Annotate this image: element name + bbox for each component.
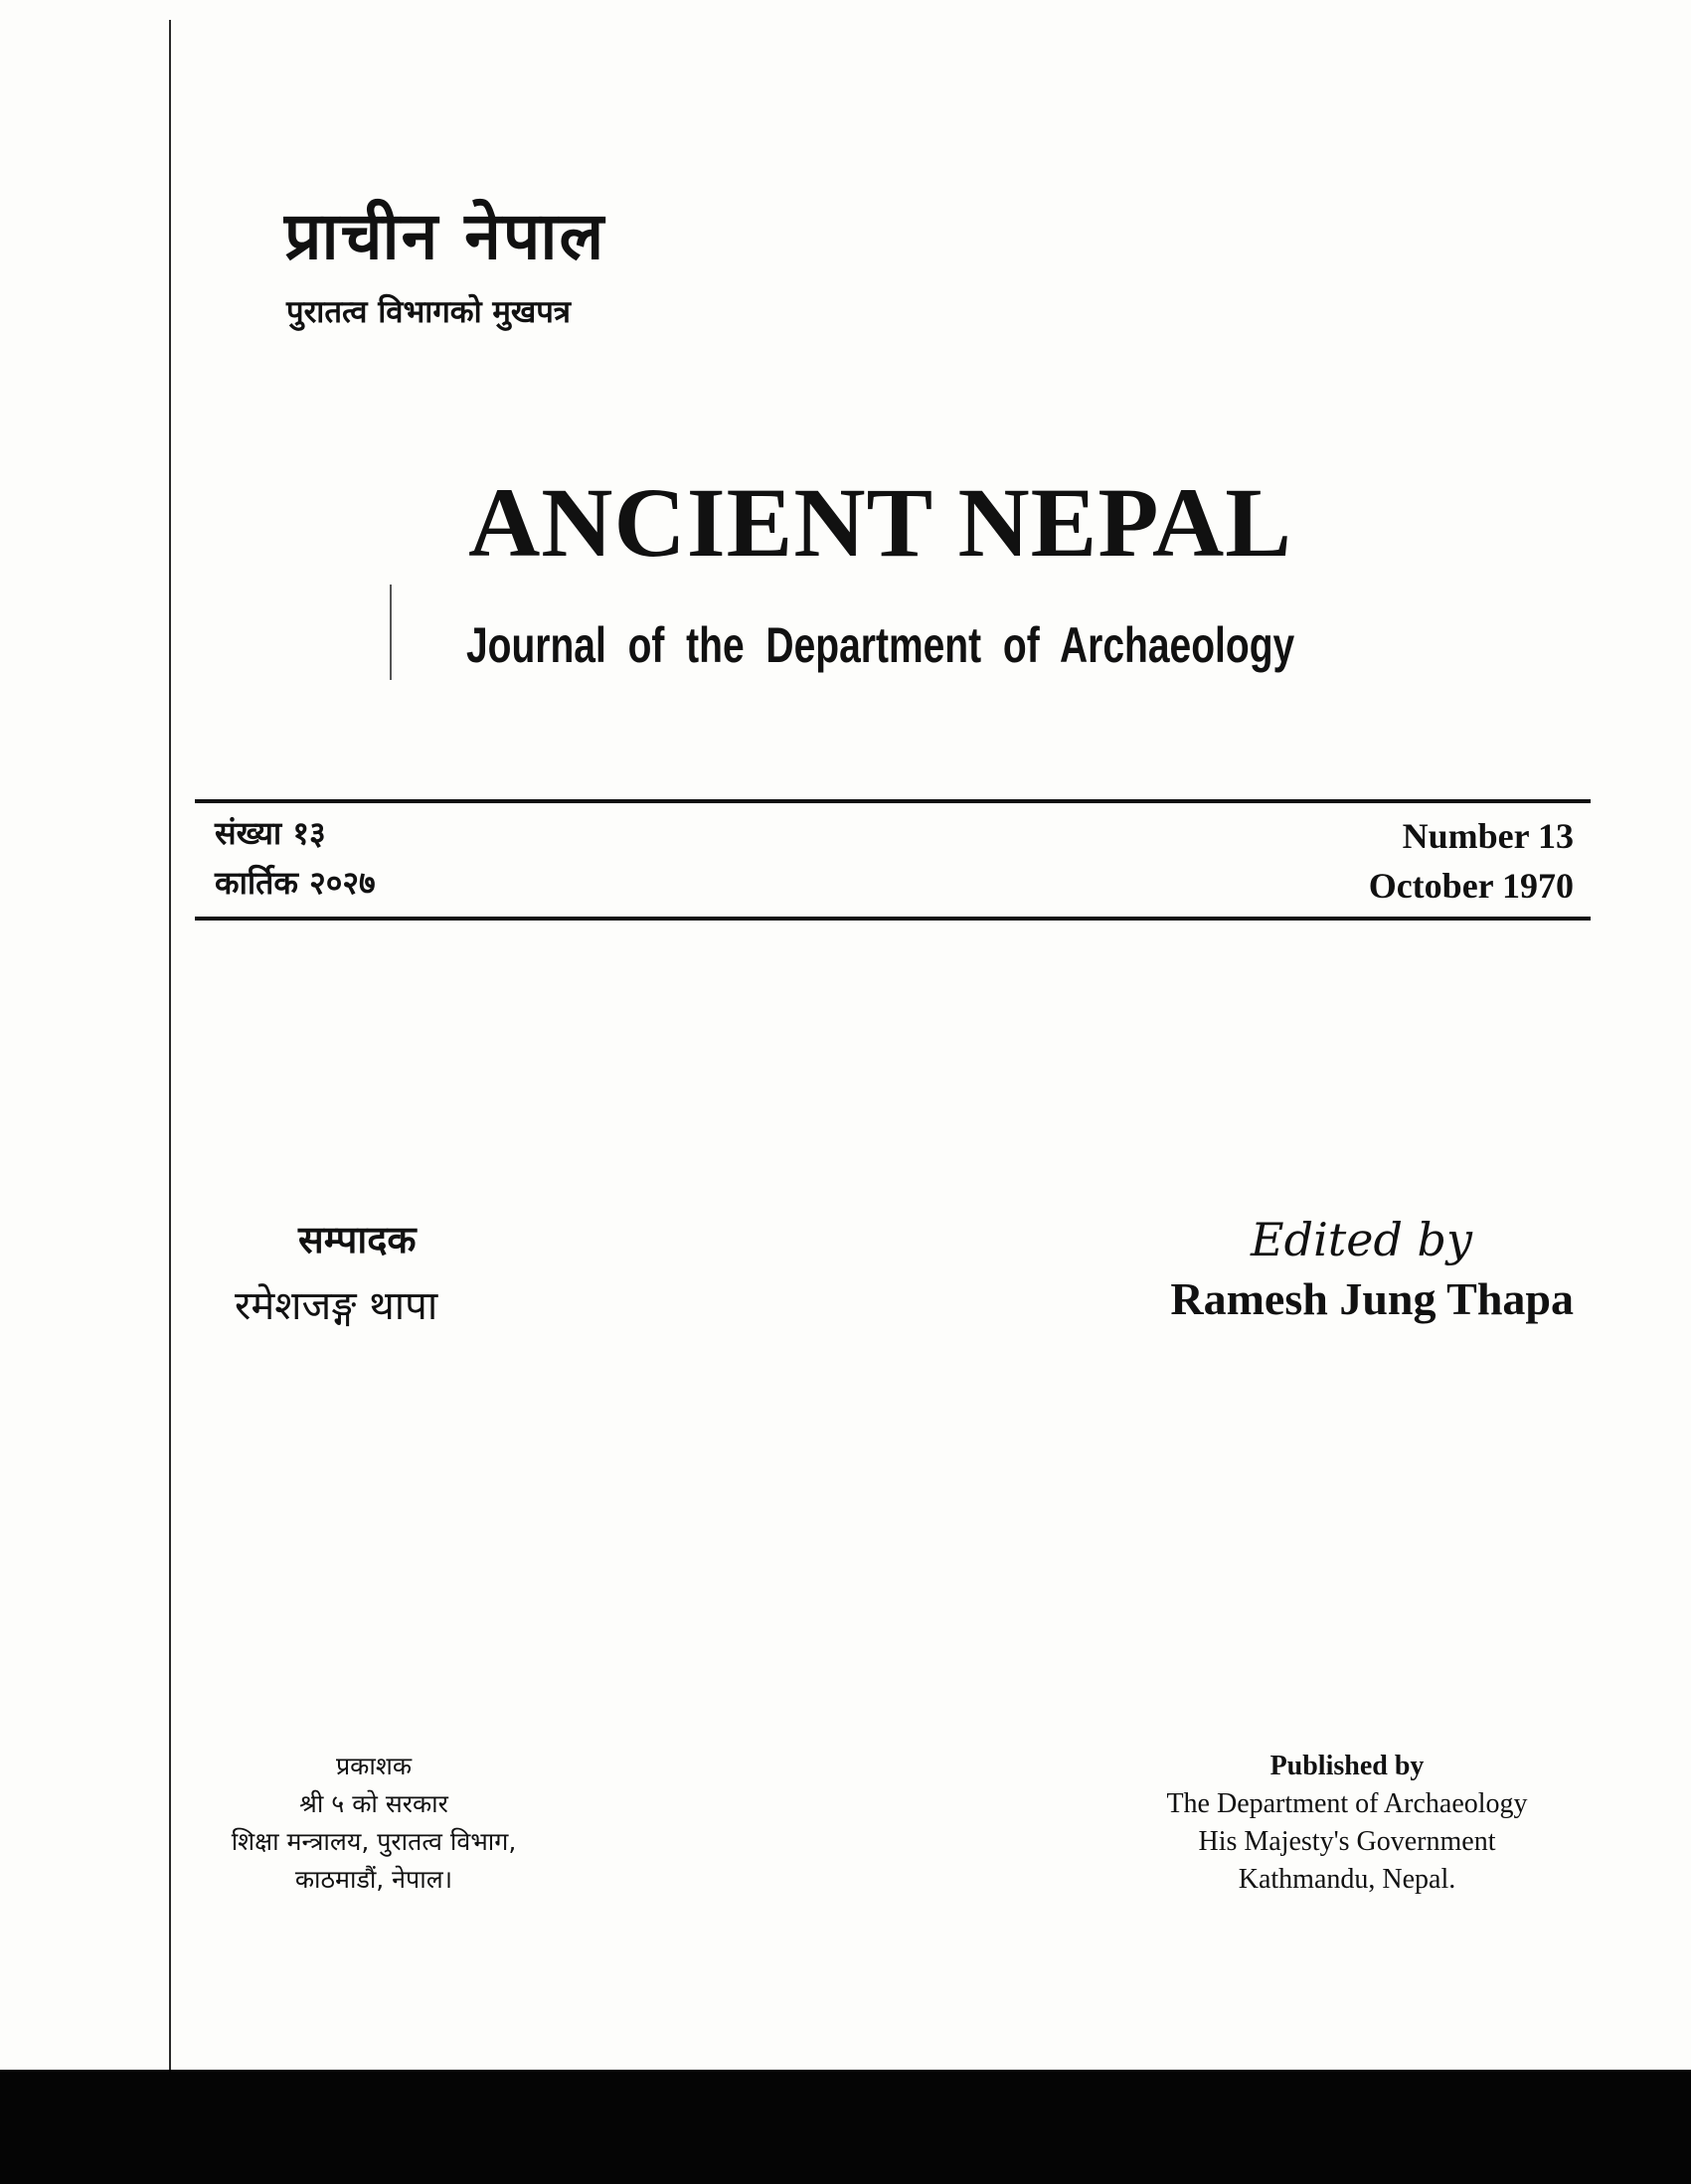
issue-date-devanagari: कार्तिक २०२७ [215,864,376,902]
editor-name: Ramesh Jung Thapa [1170,1273,1574,1324]
journal-title-devanagari: प्राचीन नेपाल [284,198,606,274]
journal-subtitle: Journal of the Department of Archaeology [465,617,1295,673]
issue-number-devanagari: संख्या १३ [215,814,326,852]
publisher-department: The Department of Archaeology [1166,1788,1528,1819]
page-edge-line [169,20,171,2088]
publisher-ministry-devanagari: शिक्षा मन्त्रालय, पुरातत्व विभाग, [231,1827,517,1856]
publisher-government: His Majesty's Government [1198,1826,1496,1857]
issue-rule-bottom [195,917,1591,921]
issue-date: October 1970 [1368,866,1574,906]
issue-rule-top [195,799,1591,803]
publisher-heading: Published by [1269,1751,1425,1781]
publisher-city: Kathmandu, Nepal. [1238,1864,1456,1895]
editor-label-devanagari: सम्पादक [298,1218,417,1261]
publisher-block [1103,1748,1591,1899]
publisher-label-devanagari: प्रकाशक [335,1752,413,1780]
issue-number: Number 13 [1402,816,1574,856]
publisher-city-devanagari: काठमाडौं, नेपाल। [294,1865,453,1894]
scan-bottom-band [0,2070,1691,2184]
editor-name-devanagari: रमेशजङ्ग थापा [235,1283,438,1329]
publisher-government-devanagari: श्री ५ को सरकार [299,1789,448,1818]
journal-subtitle-devanagari: पुरातत्व विभागको मुखपत्र [286,294,572,330]
editor-label: Edited by [1251,1213,1472,1266]
journal-title: ANCIENT NEPAL [468,467,1292,578]
publisher-block-devanagari [195,1748,553,1899]
